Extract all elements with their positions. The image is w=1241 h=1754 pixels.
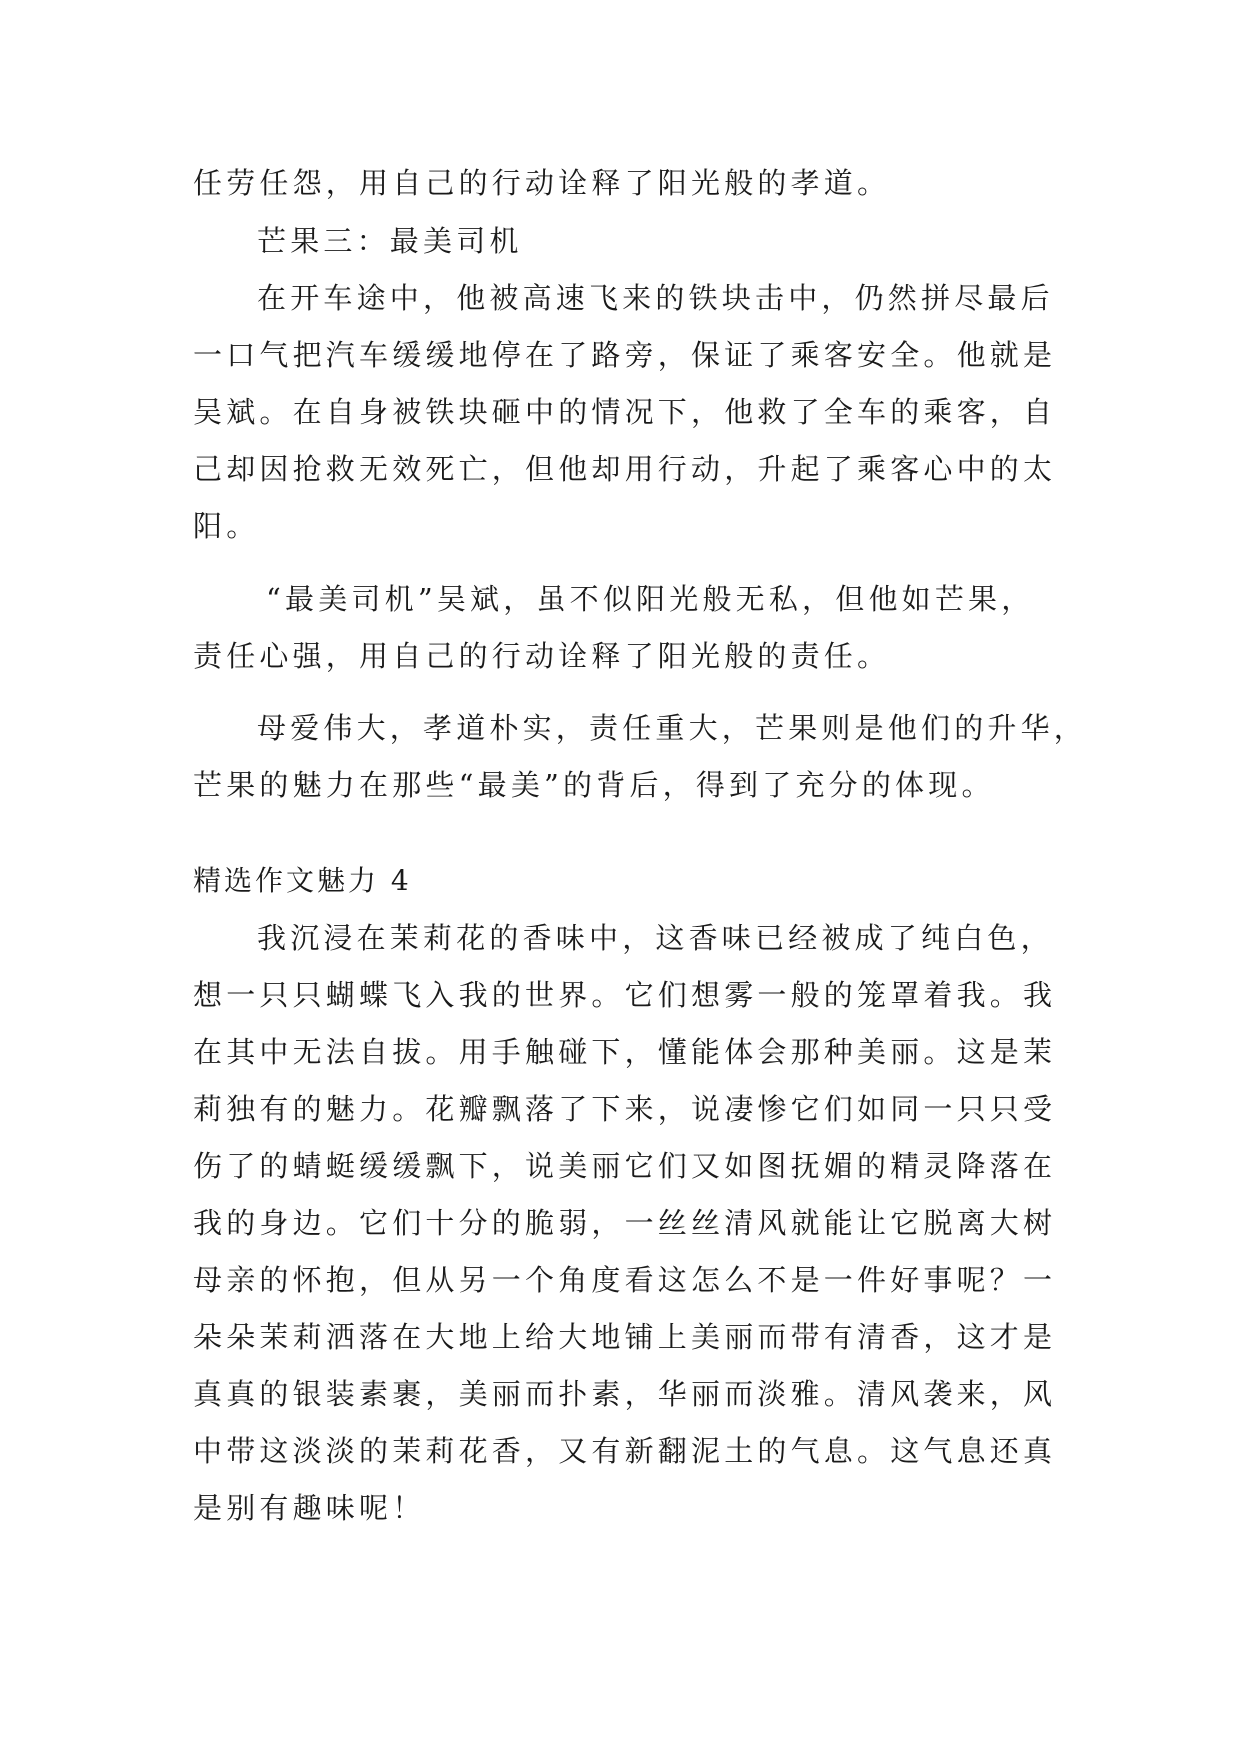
- paragraph-line: 伤了的蜻蜓缓缓飘下，说美丽它们又如图抚媚的精灵降落在: [193, 1149, 1057, 1183]
- essay-title: 精选作文魅力 4: [193, 864, 412, 897]
- paragraph-line: 己却因抢救无效死亡，但他却用行动，升起了乘客心中的太: [193, 452, 1057, 486]
- paragraph-line: 芒果的魅力在那些“最美”的背后，得到了充分的体现。: [193, 768, 995, 802]
- paragraph-line: 是别有趣味呢！: [193, 1491, 426, 1525]
- paragraph-line: 一口气把汽车缓缓地停在了路旁，保证了乘客安全。他就是: [193, 338, 1057, 372]
- text-line: 任劳任怨，用自己的行动诠释了阳光般的孝道。: [193, 166, 891, 200]
- paragraph-line: 中带这淡淡的茉莉花香，又有新翻泥土的气息。这气息还真: [193, 1434, 1057, 1468]
- paragraph-line: 真真的银装素裹，美丽而扑素，华丽而淡雅。清风袭来，风: [193, 1377, 1057, 1411]
- paragraph-line: 母亲的怀抱，但从另一个角度看这怎么不是一件好事呢？一: [193, 1263, 1057, 1297]
- paragraph-line: 阳。: [193, 509, 260, 543]
- paragraph-line: 莉独有的魅力。花瓣飘落了下来，说凄惨它们如同一只只受: [193, 1092, 1057, 1126]
- paragraph-line: 母爱伟大，孝道朴实，责任重大，芒果则是他们的升华，: [257, 711, 1088, 745]
- paragraph-line: 吴斌。在自身被铁块砸中的情况下，他救了全车的乘客，自: [193, 395, 1057, 429]
- section-subtitle: 芒果三：最美司机: [257, 224, 523, 258]
- paragraph-line: 在开车途中，他被高速飞来的铁块击中，仍然拼尽最后: [257, 281, 1054, 315]
- paragraph-line: 在其中无法自拔。用手触碰下，懂能体会那种美丽。这是茉: [193, 1035, 1057, 1069]
- paragraph-line: 我的身边。它们十分的脆弱，一丝丝清风就能让它脱离大树: [193, 1206, 1057, 1240]
- paragraph-line: 责任心强，用自己的行动诠释了阳光般的责任。: [193, 639, 891, 673]
- paragraph-line: 我沉浸在茉莉花的香味中，这香味已经被成了纯白色，: [257, 921, 1054, 955]
- paragraph-line: 想一只只蝴蝶飞入我的世界。它们想雾一般的笼罩着我。我: [193, 978, 1057, 1012]
- paragraph-line: “最美司机”吴斌，虽不似阳光般无私，但他如芒果，: [266, 582, 1035, 616]
- paragraph-line: 朵朵茉莉洒落在大地上给大地铺上美丽而带有清香，这才是: [193, 1320, 1057, 1354]
